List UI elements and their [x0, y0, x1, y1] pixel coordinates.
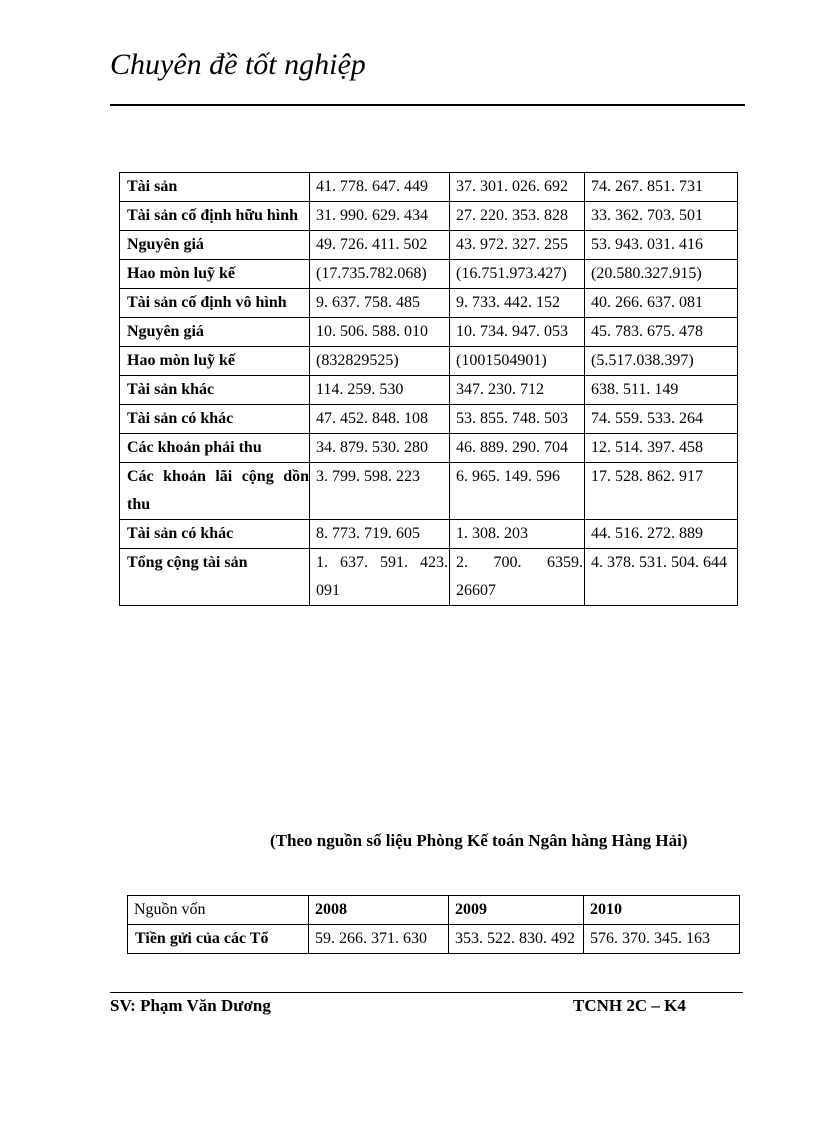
row-label: Các khoản phải thu	[120, 434, 310, 463]
value-cell: 53. 943. 031. 416	[585, 231, 738, 260]
value-cell: 33. 362. 703. 501	[585, 202, 738, 231]
table-row	[120, 289, 738, 318]
source-note: (Theo nguồn số liệu Phòng Kế toán Ngân hàng Hàng Hải)	[270, 831, 688, 850]
row-label: Tài sản có khác	[120, 405, 310, 434]
table-row	[120, 173, 738, 202]
assets-table	[119, 172, 738, 606]
header-cell-source: Nguồn vốn	[128, 896, 309, 925]
row-label: Tài sản cố định vô hình	[120, 289, 310, 318]
value-cell: (1001504901)	[450, 347, 585, 376]
table-row	[120, 463, 738, 520]
value-cell: (5.517.038.397)	[585, 347, 738, 376]
row-label: Tài sản khác	[120, 376, 310, 405]
capital-table	[127, 895, 740, 954]
table-row	[120, 549, 738, 606]
table-row	[120, 260, 738, 289]
value-cell: 1. 308. 203	[450, 520, 585, 549]
table-row	[120, 318, 738, 347]
value-cell: 3. 799. 598. 223	[310, 463, 450, 520]
value-cell: 9. 733. 442. 152	[450, 289, 585, 318]
row-label: Tài sản cố định hữu hình	[120, 202, 310, 231]
value-cell: 34. 879. 530. 280	[310, 434, 450, 463]
row-label: Tài sản có khác	[120, 520, 310, 549]
capital-table-header-row	[128, 896, 740, 925]
value-cell: 347. 230. 712	[450, 376, 585, 405]
value-cell: 46. 889. 290. 704	[450, 434, 585, 463]
value-cell: 53. 855. 748. 503	[450, 405, 585, 434]
value-cell: 6. 965. 149. 596	[450, 463, 585, 520]
value-cell: 17. 528. 862. 917	[585, 463, 738, 520]
row-label: Các khoản lãi cộng dồn thu	[120, 463, 310, 520]
footer-student: SV: Phạm Văn Dương	[110, 996, 271, 1015]
document-header-title: Chuyên đề tốt nghiệp	[110, 48, 366, 81]
value-cell: 638. 511. 149	[585, 376, 738, 405]
value-cell: 1. 637. 591. 423. 091	[310, 549, 450, 606]
table-row	[120, 231, 738, 260]
table-row	[120, 202, 738, 231]
table-row	[128, 925, 740, 954]
value-cell: 8. 773. 719. 605	[310, 520, 450, 549]
value-cell: 31. 990. 629. 434	[310, 202, 450, 231]
footer-rule	[110, 992, 743, 993]
value-cell: 41. 778. 647. 449	[310, 173, 450, 202]
header-cell-2009: 2009	[449, 896, 584, 925]
row-label: Nguyên giá	[120, 318, 310, 347]
value-cell: 37. 301. 026. 692	[450, 173, 585, 202]
value-cell: 40. 266. 637. 081	[585, 289, 738, 318]
row-label: Nguyên giá	[120, 231, 310, 260]
row-label: Hao mòn luỹ kế	[120, 347, 310, 376]
header-rule	[110, 104, 745, 106]
value-cell: 44. 516. 272. 889	[585, 520, 738, 549]
value-cell: 49. 726. 411. 502	[310, 231, 450, 260]
row-label: Tài sản	[120, 173, 310, 202]
assets-table-body	[120, 173, 738, 606]
value-cell: 74. 267. 851. 731	[585, 173, 738, 202]
value-cell: (832829525)	[310, 347, 450, 376]
table-row	[120, 434, 738, 463]
value-cell: 2. 700. 6359. 26607	[450, 549, 585, 606]
value-cell: 4. 378. 531. 504. 644	[585, 549, 738, 606]
value-cell: 353. 522. 830. 492	[449, 925, 584, 954]
value-cell: 59. 266. 371. 630	[309, 925, 449, 954]
value-cell: (17.735.782.068)	[310, 260, 450, 289]
value-cell: 114. 259. 530	[310, 376, 450, 405]
value-cell: 12. 514. 397. 458	[585, 434, 738, 463]
table-row	[120, 376, 738, 405]
value-cell: 10. 734. 947. 053	[450, 318, 585, 347]
value-cell: (16.751.973.427)	[450, 260, 585, 289]
value-cell: 43. 972. 327. 255	[450, 231, 585, 260]
table-row	[120, 347, 738, 376]
row-label: Hao mòn luỹ kế	[120, 260, 310, 289]
value-cell: 47. 452. 848. 108	[310, 405, 450, 434]
value-cell: 10. 506. 588. 010	[310, 318, 450, 347]
table-row	[120, 405, 738, 434]
value-cell: 74. 559. 533. 264	[585, 405, 738, 434]
row-label: Tổng cộng tài sản	[120, 549, 310, 606]
row-label: Tiền gửi của các Tổ	[128, 925, 309, 954]
value-cell: (20.580.327.915)	[585, 260, 738, 289]
header-cell-2008: 2008	[309, 896, 449, 925]
header-cell-2010: 2010	[584, 896, 740, 925]
footer-class: TCNH 2C – K4	[573, 996, 686, 1015]
value-cell: 576. 370. 345. 163	[584, 925, 740, 954]
value-cell: 45. 783. 675. 478	[585, 318, 738, 347]
value-cell: 27. 220. 353. 828	[450, 202, 585, 231]
table-row	[120, 520, 738, 549]
value-cell: 9. 637. 758. 485	[310, 289, 450, 318]
